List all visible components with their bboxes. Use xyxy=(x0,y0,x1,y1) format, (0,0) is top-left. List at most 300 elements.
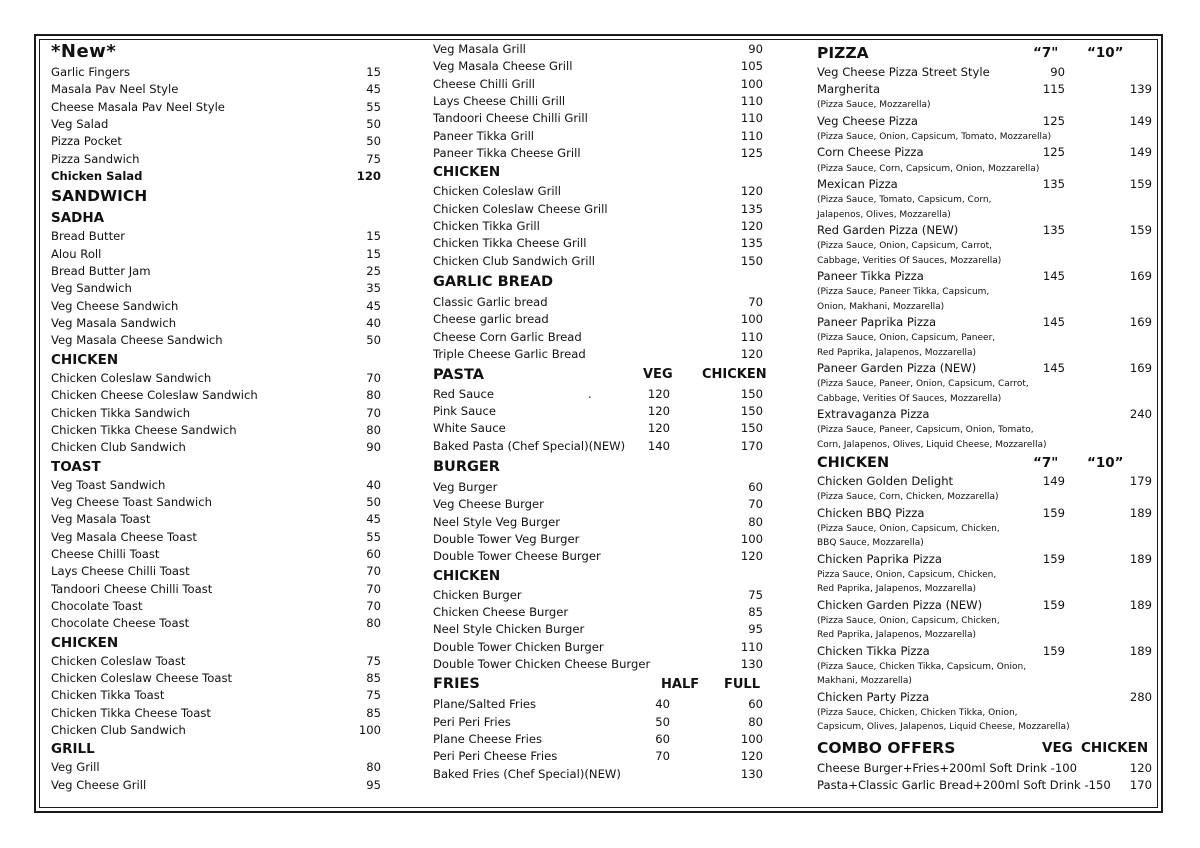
menu-item-price: 110 xyxy=(740,111,763,126)
menu-item-row xyxy=(51,405,381,422)
toast-items-list xyxy=(51,477,381,633)
menu-item-row xyxy=(433,386,763,403)
pizza-item xyxy=(817,268,1152,314)
menu-item-name: Masala Pav Neel Style xyxy=(51,82,179,97)
menu-item-price: 70 xyxy=(366,405,381,420)
pizza-ingredients: (Pizza Sauce, Chicken Tikka, Capsicum, Onion, xyxy=(817,661,1027,672)
menu-item-price-chicken: 150 xyxy=(740,421,763,436)
pizza-item xyxy=(817,144,1152,176)
chicken-pizza-size-7-label: “7" xyxy=(1033,454,1059,471)
menu-item-price: 110 xyxy=(740,94,763,109)
menu-item-price: 75 xyxy=(366,688,381,703)
menu-item-row xyxy=(51,246,381,263)
menu-item-row xyxy=(51,546,381,563)
menu-item-name: Chicken Coleslaw Sandwich xyxy=(51,370,212,385)
pizza-size-10-label: “10” xyxy=(1087,45,1124,61)
menu-item-row xyxy=(51,615,381,632)
menu-item-price-full: 80 xyxy=(748,714,763,729)
pizza-item-header xyxy=(817,113,1152,130)
pizza-price-10: 139 xyxy=(1129,82,1152,97)
pizza-ingredients: (Pizza Sauce, Onion, Capsicum, Paneer, xyxy=(817,333,996,344)
fries-items-list xyxy=(433,696,763,783)
menu-item-row xyxy=(51,64,381,81)
fries-half-column-label: HALF xyxy=(661,677,700,693)
menu-item-price-chicken: 170 xyxy=(740,438,763,453)
menu-item-row xyxy=(433,41,763,58)
pizza-name: Veg Cheese Pizza xyxy=(817,113,919,128)
pizza-ingredients: Red Paprika, Jalapenos, Mozzarella) xyxy=(817,347,977,358)
menu-item-price: 50 xyxy=(366,134,381,149)
menu-item-name: Veg Masala Cheese Toast xyxy=(51,529,197,544)
pizza-price-10: 169 xyxy=(1129,268,1152,283)
menu-item-price: 135 xyxy=(740,201,763,216)
menu-item-row xyxy=(51,581,381,598)
pizza-name: Margherita xyxy=(817,82,881,97)
fries-full-column-label: FULL xyxy=(724,677,761,693)
menu-item-name: Chicken Club Sandwich xyxy=(51,723,186,737)
pizza-price-7: 159 xyxy=(1042,597,1065,612)
menu-item-name: Bread Butter Jam xyxy=(51,264,151,279)
pasta-chicken-column-label: CHICKEN xyxy=(702,366,767,382)
pizza-item-header xyxy=(817,81,1152,98)
menu-column-1 xyxy=(51,40,381,794)
menu-item-name: Classic Garlic bread xyxy=(433,295,548,310)
menu-item-row xyxy=(433,329,763,346)
pizza-item xyxy=(817,222,1152,268)
menu-item-row xyxy=(433,403,763,420)
pizza-price-7: 135 xyxy=(1042,222,1065,237)
pizza-ingredients: (Pizza Sauce, Paneer, Capsicum, Onion, Tomato, xyxy=(817,425,1034,436)
menu-item-row xyxy=(433,110,763,127)
pizza-ingredients: Corn, Jalapenos, Olives, Liquid Cheese, Mozzarella) xyxy=(817,439,1047,450)
pizza-name: Chicken Golden Delight xyxy=(817,473,954,488)
pizza-name: Chicken Paprika Pizza xyxy=(817,551,942,566)
menu-item-row xyxy=(51,422,381,439)
menu-item-price: 75 xyxy=(366,151,381,166)
menu-item-price: 70 xyxy=(366,598,381,613)
menu-item-row xyxy=(51,332,381,349)
pizza-ingredients: (Pizza Sauce, Onion, Capsicum, Chicken, xyxy=(817,523,1000,534)
menu-item-row xyxy=(433,294,763,311)
menu-item-name: Cheese Chilli Toast xyxy=(51,546,160,561)
pizza-price-7: 159 xyxy=(1042,505,1065,520)
menu-item-name: Bread Butter xyxy=(51,229,126,244)
menu-item-row xyxy=(433,145,763,162)
pizza-header xyxy=(817,42,1152,64)
chicken-grill-items-list xyxy=(433,183,763,270)
menu-item-price: 15 xyxy=(366,65,381,79)
menu-item-row xyxy=(51,151,381,168)
menu-item-name: Veg Burger xyxy=(433,479,498,494)
menu-item-row xyxy=(433,531,763,548)
menu-item-price: 55 xyxy=(366,99,381,114)
pizza-ingredients: (Pizza Sauce, Paneer Tikka, Capsicum, xyxy=(817,287,990,298)
menu-item-row xyxy=(433,714,763,731)
menu-item-price: 90 xyxy=(748,42,763,56)
combo-item-row xyxy=(817,760,1152,777)
pizza-name: Paneer Tikka Pizza xyxy=(817,268,924,283)
menu-item-price: 135 xyxy=(740,236,763,251)
menu-item-row xyxy=(51,298,381,315)
pizza-item-header xyxy=(817,551,1152,568)
pizza-name: Corn Cheese Pizza xyxy=(817,145,924,160)
burger-section-title: BURGER xyxy=(433,458,500,475)
new-items-list xyxy=(51,64,381,185)
menu-item-price-veg: 120 xyxy=(647,386,670,401)
menu-item-price: 15 xyxy=(366,229,381,244)
menu-item-row xyxy=(51,759,381,776)
menu-item-name: Paneer Tikka Cheese Grill xyxy=(433,146,581,161)
grill-items-list xyxy=(51,759,381,794)
pizza-price-10: 189 xyxy=(1129,505,1152,520)
menu-item-price: 80 xyxy=(366,760,381,775)
pizza-ingredients: Makhani, Mozzarella) xyxy=(817,676,912,687)
menu-item-name: Chicken Cheese Burger xyxy=(433,604,569,619)
menu-item-price: 45 xyxy=(366,512,381,527)
burger-items-list xyxy=(433,479,763,566)
pizza-ingredients: (Pizza Sauce, Onion, Capsicum, Tomato, Mozzarella) xyxy=(817,131,1052,142)
combo-chicken-column-label: CHICKEN xyxy=(1081,739,1149,756)
pizza-ingredients: (Pizza Sauce, Tomato, Capsicum, Corn, xyxy=(817,195,992,206)
menu-item-row xyxy=(51,370,381,387)
pizza-item-header xyxy=(817,473,1152,490)
menu-item-name: White Sauce xyxy=(433,421,506,436)
menu-item-name: Baked Fries (Chef Special)(NEW) xyxy=(433,766,621,781)
chicken-toast-items-list xyxy=(51,653,381,740)
chicken-pizza-header xyxy=(817,453,1152,473)
pizza-size-7-label: “7" xyxy=(1033,45,1059,61)
pizza-item-header xyxy=(817,144,1152,161)
menu-item-name: Chicken Coleslaw Grill xyxy=(433,184,561,199)
menu-item-name: Chicken Tikka Cheese Grill xyxy=(433,236,587,251)
menu-item-price: 75 xyxy=(366,653,381,668)
menu-item-price: 105 xyxy=(740,59,763,74)
menu-item-row xyxy=(51,99,381,116)
pizza-ingredients: (Pizza Sauce, Mozzarella) xyxy=(817,100,931,111)
pizza-price-10: 149 xyxy=(1129,145,1152,160)
stray-dot-mark: . xyxy=(588,386,592,401)
pizza-price-10: 189 xyxy=(1129,551,1152,566)
fries-section-title: FRIES xyxy=(433,676,480,693)
menu-item-row xyxy=(433,201,763,218)
menu-item-name: Veg Cheese Grill xyxy=(51,777,147,792)
pizza-price-10: 169 xyxy=(1129,314,1152,329)
pizza-item-header xyxy=(817,360,1152,377)
chicken-sandwich-items-list xyxy=(51,370,381,457)
menu-item-name: Chocolate Toast xyxy=(51,598,143,613)
veg-pizza-list xyxy=(817,64,1152,452)
menu-item-row xyxy=(433,496,763,513)
menu-item-row xyxy=(51,777,381,794)
pizza-name: Mexican Pizza xyxy=(817,176,898,191)
menu-item-price-half: 40 xyxy=(655,697,670,712)
menu-item-price: 70 xyxy=(748,295,763,310)
menu-item-name: Double Tower Cheese Burger xyxy=(433,549,601,564)
menu-item-row xyxy=(51,529,381,546)
pizza-name: Chicken Garden Pizza (NEW) xyxy=(817,597,983,612)
grill-continued-list xyxy=(433,41,763,162)
sadha-items-list xyxy=(51,228,381,349)
menu-item-row xyxy=(433,58,763,75)
menu-item-name: Veg Masala Cheese Grill xyxy=(433,59,573,74)
pizza-price-10: 169 xyxy=(1129,360,1152,375)
menu-item-name: Lays Cheese Chilli Grill xyxy=(433,94,566,109)
menu-item-name: Chocolate Cheese Toast xyxy=(51,616,190,631)
pizza-item-header xyxy=(817,505,1152,522)
pizza-name: Chicken Tikka Pizza xyxy=(817,643,930,658)
pizza-item-header xyxy=(817,689,1152,706)
pizza-ingredients: Capsicum, Olives, Jalapenos, Liquid Cheese, Mozzarella) xyxy=(817,722,1070,733)
menu-item-name: Veg Cheese Burger xyxy=(433,497,544,512)
menu-item-row xyxy=(51,563,381,580)
menu-item-row xyxy=(433,218,763,235)
sandwich-section-title: SANDWICH xyxy=(51,187,148,206)
garlic-bread-section-title: GARLIC BREAD xyxy=(433,274,553,291)
menu-item-name: Veg Grill xyxy=(51,760,100,775)
pizza-price-7: 90 xyxy=(1050,65,1065,79)
pizza-item xyxy=(817,113,1152,145)
menu-item-name: Tandoori Cheese Chilli Grill xyxy=(433,111,588,126)
menu-item-name: Pizza Sandwich xyxy=(51,151,140,166)
pizza-item-header xyxy=(817,222,1152,239)
menu-item-name: Chicken Coleslaw Cheese Toast xyxy=(51,670,233,685)
menu-item-price: 85 xyxy=(748,604,763,619)
menu-item-name: Veg Cheese Toast Sandwich xyxy=(51,494,212,509)
pizza-ingredients: Red Paprika, Jalapenos, Mozzarella) xyxy=(817,630,977,641)
menu-item-name: Chicken Salad xyxy=(51,169,143,184)
menu-item-name: Double Tower Veg Burger xyxy=(433,531,580,546)
menu-item-row xyxy=(433,235,763,252)
pizza-item-header xyxy=(817,268,1152,285)
combo-item-row xyxy=(817,777,1152,794)
menu-item-row xyxy=(51,705,381,722)
pizza-ingredients: (Pizza Sauce, Paneer, Onion, Capsicum, Carrot, xyxy=(817,379,1029,390)
menu-item-name: Veg Masala Toast xyxy=(51,512,151,527)
pizza-item xyxy=(817,473,1152,505)
menu-item-row xyxy=(51,228,381,245)
menu-item-name: Peri Peri Cheese Fries xyxy=(433,749,558,764)
menu-item-row xyxy=(433,639,763,656)
menu-item-price: 55 xyxy=(366,529,381,544)
pizza-ingredients: (Pizza Sauce, Corn, Chicken, Mozzarella) xyxy=(817,492,999,503)
menu-item-row xyxy=(433,766,763,783)
menu-item-name: Neel Style Chicken Burger xyxy=(433,622,585,637)
pizza-price-10: 179 xyxy=(1129,473,1152,488)
combo-item-chicken-price: 170 xyxy=(1129,777,1152,792)
menu-item-row xyxy=(51,280,381,297)
pizza-price-7: 135 xyxy=(1042,176,1065,191)
menu-item-price: 25 xyxy=(366,264,381,279)
pasta-items-list xyxy=(433,386,763,455)
pizza-price-10: 159 xyxy=(1129,176,1152,191)
menu-item-price: 15 xyxy=(366,246,381,261)
chicken-grill-subsection-title: CHICKEN xyxy=(433,164,501,181)
menu-item-row xyxy=(51,439,381,456)
menu-item-price-half: 70 xyxy=(655,749,670,764)
menu-item-name: Neel Style Veg Burger xyxy=(433,514,560,529)
menu-column-2 xyxy=(433,41,767,783)
pizza-price-10: 189 xyxy=(1129,597,1152,612)
menu-item-name: Cheese Chilli Grill xyxy=(433,76,535,91)
menu-item-row xyxy=(51,477,381,494)
menu-item-price: 50 xyxy=(366,117,381,132)
menu-item-price: 110 xyxy=(740,128,763,143)
pizza-item xyxy=(817,689,1152,735)
menu-item-price: 100 xyxy=(740,531,763,546)
menu-item-price: 80 xyxy=(366,388,381,403)
pizza-item xyxy=(817,505,1152,551)
menu-item-price-full: 100 xyxy=(740,732,763,746)
menu-item-price: 90 xyxy=(366,440,381,455)
menu-item-row xyxy=(51,263,381,280)
menu-item-name: Pizza Pocket xyxy=(51,134,122,149)
menu-item-price: 85 xyxy=(366,705,381,720)
menu-item-row xyxy=(433,604,763,621)
pizza-price-7: 149 xyxy=(1042,473,1065,488)
menu-item-price: 120 xyxy=(356,169,381,184)
menu-item-row xyxy=(433,748,763,765)
menu-item-price: 75 xyxy=(748,587,763,602)
menu-item-name: Veg Cheese Sandwich xyxy=(51,298,179,313)
menu-item-row xyxy=(433,548,763,565)
menu-item-price: 80 xyxy=(366,422,381,437)
menu-item-name: Baked Pasta (Chef Special)(NEW) xyxy=(433,438,626,453)
menu-item-name: Paneer Tikka Grill xyxy=(433,128,535,143)
fries-header xyxy=(433,673,763,696)
combo-items-list xyxy=(817,760,1152,795)
menu-item-price: 45 xyxy=(366,82,381,97)
toast-subsection-title: TOAST xyxy=(51,458,101,475)
menu-item-name: Veg Masala Grill xyxy=(433,42,526,56)
pizza-price-10: 280 xyxy=(1129,689,1152,704)
sadha-subsection-title: SADHA xyxy=(51,210,105,227)
chicken-burger-items-list xyxy=(433,587,763,674)
menu-item-name: Lays Cheese Chilli Toast xyxy=(51,564,190,579)
pizza-ingredients: (Pizza Sauce, Corn, Capsicum, Onion, Mozzarella) xyxy=(817,163,1040,174)
menu-item-price-half: 50 xyxy=(655,714,670,729)
menu-item-row xyxy=(51,116,381,133)
pizza-name: Extravaganza Pizza xyxy=(817,406,930,421)
menu-item-name: Chicken Tikka Sandwich xyxy=(51,405,191,420)
menu-item-price: 60 xyxy=(748,479,763,494)
pizza-price-7: 145 xyxy=(1042,314,1065,329)
pizza-ingredients: Pizza Sauce, Onion, Capsicum, Chicken, xyxy=(817,569,997,580)
menu-item-name: Triple Cheese Garlic Bread xyxy=(433,347,586,362)
pizza-item-header xyxy=(817,597,1152,614)
menu-item-name: Red Sauce xyxy=(433,386,495,401)
pizza-price-7: 159 xyxy=(1042,643,1065,658)
pizza-ingredients: Red Paprika, Jalapenos, Mozzarella) xyxy=(817,584,977,595)
pizza-item-header xyxy=(817,314,1152,331)
pizza-price-7: 145 xyxy=(1042,360,1065,375)
menu-item-price: 120 xyxy=(740,347,763,362)
menu-item-price: 85 xyxy=(366,670,381,685)
menu-item-row xyxy=(433,514,763,531)
chicken-toast-subsection-title: CHICKEN xyxy=(51,634,119,651)
garlic-bread-items-list xyxy=(433,294,763,363)
menu-item-price-full: 60 xyxy=(748,697,763,712)
combo-section-title: COMBO OFFERS xyxy=(817,738,956,757)
menu-item-price: 80 xyxy=(366,616,381,631)
menu-item-name: Cheese garlic bread xyxy=(433,312,549,327)
pizza-item-header xyxy=(817,406,1152,423)
menu-item-row xyxy=(433,479,763,496)
pizza-item-header xyxy=(817,176,1152,193)
pasta-veg-column-label: VEG xyxy=(643,366,673,382)
menu-item-name: Veg Masala Sandwich xyxy=(51,316,177,331)
menu-item-price: 60 xyxy=(366,546,381,561)
menu-item-name: Chicken Tikka Cheese Sandwich xyxy=(51,422,237,437)
pizza-item xyxy=(817,551,1152,597)
menu-item-price: 120 xyxy=(740,219,763,234)
menu-item-price: 150 xyxy=(740,253,763,268)
pizza-ingredients: (Pizza Sauce, Onion, Capsicum, Chicken, xyxy=(817,615,1000,626)
menu-item-name: Double Tower Chicken Burger xyxy=(433,639,604,654)
menu-item-price-veg: 120 xyxy=(647,403,670,418)
menu-item-row xyxy=(433,587,763,604)
menu-item-price: 125 xyxy=(740,146,763,161)
menu-item-name: Chicken Tikka Cheese Toast xyxy=(51,705,211,720)
menu-item-row xyxy=(433,656,763,673)
menu-item-row xyxy=(51,81,381,98)
menu-item-name: Chicken Cheese Coleslaw Sandwich xyxy=(51,388,258,403)
menu-item-price: 70 xyxy=(366,370,381,385)
pizza-item xyxy=(817,597,1152,643)
menu-item-row xyxy=(51,598,381,615)
menu-item-row xyxy=(51,133,381,150)
pizza-price-10: 149 xyxy=(1129,113,1152,128)
pizza-price-10: 189 xyxy=(1129,643,1152,658)
pizza-price-7: 159 xyxy=(1042,551,1065,566)
menu-item-price-half: 60 xyxy=(655,732,670,746)
menu-item-row xyxy=(433,93,763,110)
chicken-burger-subsection-title: CHICKEN xyxy=(433,567,501,584)
menu-item-row xyxy=(51,670,381,687)
combo-item-name: Cheese Burger+Fries+200ml Soft Drink -100 xyxy=(817,760,1077,775)
menu-item-price: 40 xyxy=(366,477,381,492)
menu-item-price: 100 xyxy=(740,76,763,91)
menu-item-row xyxy=(433,621,763,638)
pizza-ingredients: Cabbage, Verities Of Sauces, Mozzarella) xyxy=(817,393,1002,404)
pizza-name: Veg Cheese Pizza Street Style xyxy=(817,65,990,79)
pizza-item xyxy=(817,176,1152,222)
pizza-price-7: 125 xyxy=(1042,113,1065,128)
pizza-ingredients: Onion, Makhani, Mozzarella) xyxy=(817,301,945,312)
menu-item-price: 35 xyxy=(366,281,381,296)
menu-item-row xyxy=(433,76,763,93)
pizza-name: Paneer Paprika Pizza xyxy=(817,314,937,329)
combo-item-name: Pasta+Classic Garlic Bread+200ml Soft Drink -150 xyxy=(817,777,1111,792)
menu-item-row xyxy=(433,311,763,328)
menu-item-name: Veg Masala Cheese Sandwich xyxy=(51,333,223,348)
menu-item-price-full: 130 xyxy=(740,766,763,781)
pizza-section-title: PIZZA xyxy=(817,44,869,62)
menu-item-name: Chicken Club Sandwich Grill xyxy=(433,253,595,268)
menu-item-name: Plane Cheese Fries xyxy=(433,732,543,746)
menu-item-row xyxy=(433,346,763,363)
menu-item-price: 70 xyxy=(366,581,381,596)
menu-item-price: 40 xyxy=(366,316,381,331)
combo-header xyxy=(817,736,1152,760)
pizza-item-header xyxy=(817,643,1152,660)
grill-subsection-title: GRILL xyxy=(51,741,95,758)
menu-item-row xyxy=(433,696,763,713)
combo-veg-column-label: VEG xyxy=(1042,739,1073,756)
pizza-price-7: 125 xyxy=(1042,145,1065,160)
menu-item-price: 95 xyxy=(748,622,763,637)
menu-item-price-veg: 120 xyxy=(647,421,670,436)
menu-item-price: 70 xyxy=(366,564,381,579)
